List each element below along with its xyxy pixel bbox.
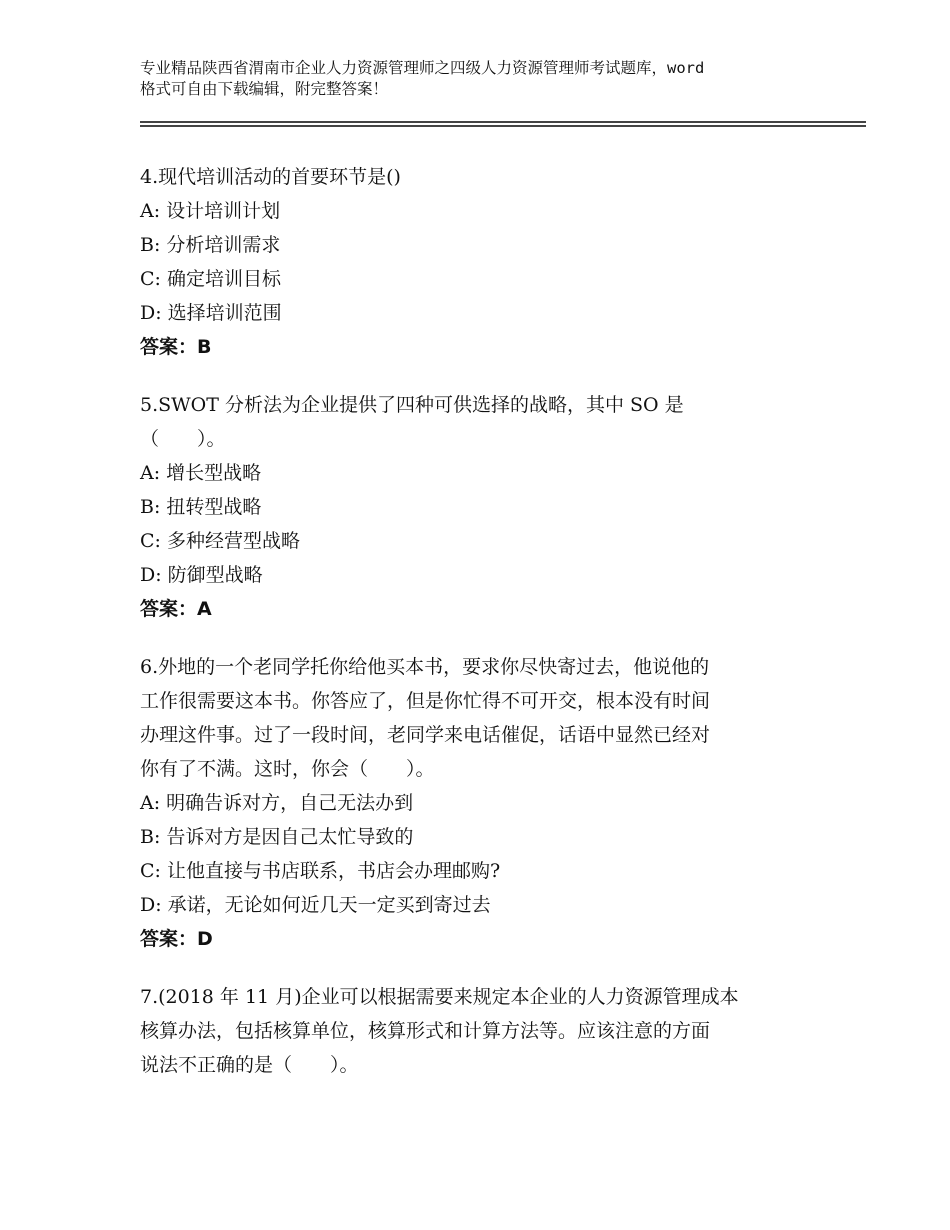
header-divider-top: [140, 121, 866, 123]
option-b: B: 扭转型战略: [140, 496, 262, 518]
option-a: A: 设计培训计划: [140, 200, 281, 222]
header-line-1: 专业精品陕西省渭南市企业人力资源管理师之四级人力资源管理师考试题库，word: [140, 59, 705, 77]
question-6: [140, 650, 840, 956]
question-7: [140, 980, 840, 1082]
option-d: D: 防御型战略: [140, 564, 263, 586]
answer: 答案：A: [140, 598, 212, 620]
document-header: [140, 58, 830, 100]
header-line-2: 格式可自由下载编辑，附完整答案！: [140, 80, 389, 98]
question-4: [140, 160, 840, 364]
option-a: A: 明确告诉对方，自己无法办到: [140, 792, 414, 814]
question-list: [140, 160, 840, 1106]
header-divider-bottom: [140, 125, 866, 127]
option-a: A: 增长型战略: [140, 462, 262, 484]
question-text: 5.SWOT 分析法为企业提供了四种可供选择的战略，其中 SO 是 （ ）。: [140, 394, 684, 450]
answer: 答案：B: [140, 336, 212, 358]
option-d: D: 选择培训范围: [140, 302, 282, 324]
option-d: D: 承诺，无论如何近几天一定买到寄过去: [140, 894, 491, 916]
option-b: B: 分析培训需求: [140, 234, 281, 256]
option-c: C: 让他直接与书店联系，书店会办理邮购?: [140, 860, 501, 882]
option-b: B: 告诉对方是因自己太忙导致的: [140, 826, 414, 848]
answer: 答案：D: [140, 928, 213, 950]
question-text: 7.(2018 年 11 月)企业可以根据需要来规定本企业的人力资源管理成本 核算办法，包括核算单位，核算形式和计算方法等。应该注意的方面 说法不正确的是（ ）。: [140, 986, 739, 1076]
option-c: C: 多种经营型战略: [140, 530, 300, 552]
question-5: [140, 388, 840, 626]
option-c: C: 确定培训目标: [140, 268, 281, 290]
question-text: 6.外地的一个老同学托你给他买本书，要求你尽快寄过去，他说他的 工作很需要这本书。你答应了，但是你忙得不可开交，根本没有时间 办理这件事。过了一段时间，老同学来电话催促，话语中显然已经对 你有了不满。这时，你会（ ）。: [140, 656, 711, 780]
question-text: 4.现代培训活动的首要环节是(): [140, 166, 401, 188]
